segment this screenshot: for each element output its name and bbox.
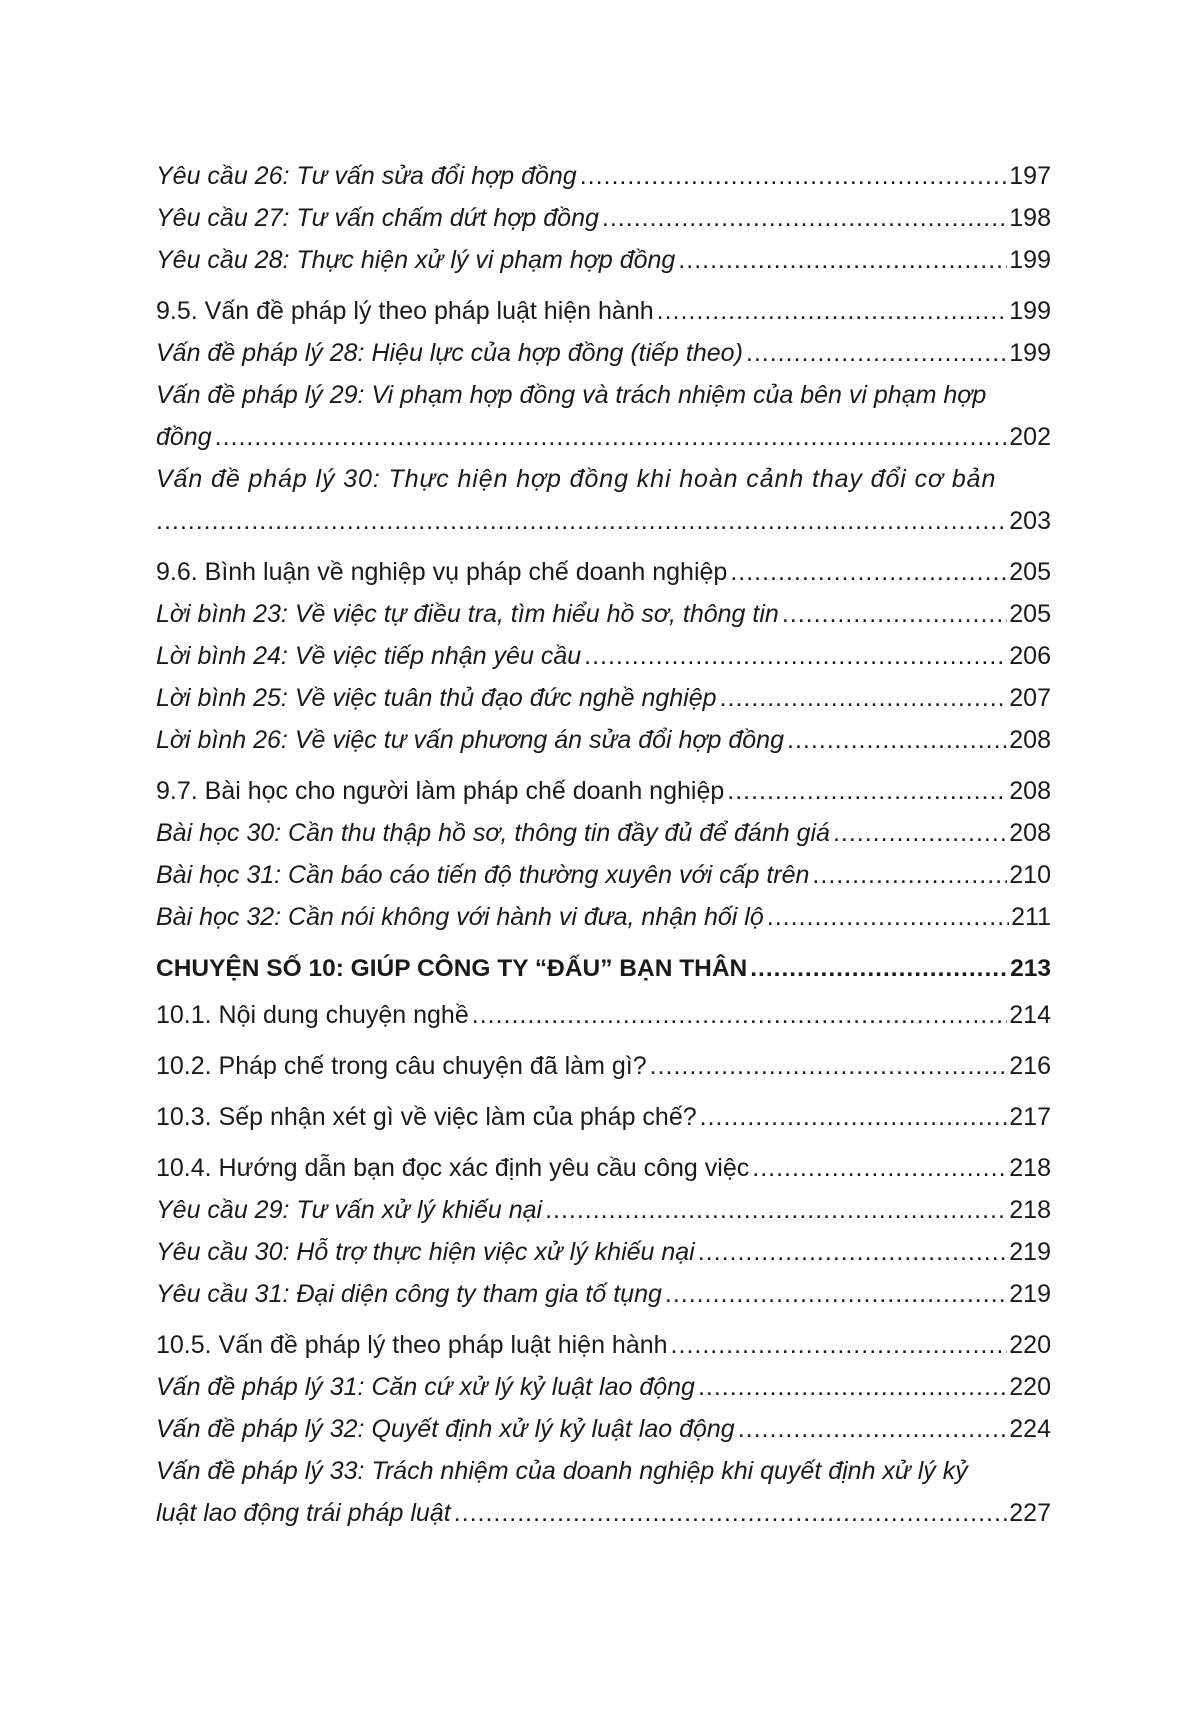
toc-entry-label: 10.5. Vấn đề pháp lý theo pháp luật hiện hành bbox=[156, 1331, 668, 1359]
toc-entry-label: Yêu cầu 28: Thực hiện xử lý vi phạm hợp đồng bbox=[156, 246, 676, 274]
toc-page-number: 197 bbox=[1009, 162, 1051, 190]
dot-leader bbox=[472, 994, 1008, 1036]
toc-entry-van-de-29[interactable] bbox=[156, 374, 1051, 458]
toc-entry-label: Lời bình 23: Về việc tự điều tra, tìm hiểu hồ sơ, thông tin bbox=[156, 600, 779, 628]
toc-entry-loi-binh-24[interactable] bbox=[156, 635, 1051, 677]
toc-entry-label: 9.7. Bài học cho người làm pháp chế doanh nghiệp bbox=[156, 777, 725, 805]
toc-entry-label: Yêu cầu 26: Tư vấn sửa đổi hợp đồng bbox=[156, 162, 577, 190]
dot-leader bbox=[812, 854, 1007, 896]
toc-page-number: 213 bbox=[1010, 955, 1051, 982]
toc-entry-label: Lời bình 26: Về việc tư vấn phương án sửa đổi hợp đồng bbox=[156, 726, 784, 754]
toc-page-number: 218 bbox=[1009, 1154, 1051, 1182]
toc-entry-van-de-30[interactable] bbox=[156, 458, 1051, 542]
toc-section-10-5[interactable] bbox=[156, 1324, 1051, 1366]
toc-entry-bai-hoc-30[interactable] bbox=[156, 812, 1051, 854]
dot-leader bbox=[545, 1189, 1007, 1231]
toc-entry-label: luật lao động trái pháp luật bbox=[156, 1499, 451, 1527]
dot-leader bbox=[700, 1096, 1008, 1138]
toc-page-number: 206 bbox=[1009, 642, 1051, 670]
dot-leader bbox=[782, 593, 1007, 635]
toc-chapter-label: CHUYỆN SỐ 10: GIÚP CÔNG TY “ĐẤU” BẠN THÂN bbox=[156, 955, 748, 982]
toc-page-number: 205 bbox=[1009, 600, 1051, 628]
toc-entry-label: Vấn đề pháp lý 31: Căn cứ xử lý kỷ luật lao động bbox=[156, 1373, 695, 1401]
toc-page-number: 220 bbox=[1009, 1331, 1051, 1359]
toc-entry-label: 10.1. Nội dung chuyện nghề bbox=[156, 1001, 469, 1029]
toc-page-number: 199 bbox=[1009, 246, 1051, 274]
dot-leader bbox=[657, 290, 1008, 332]
toc-entry-loi-binh-25[interactable] bbox=[156, 677, 1051, 719]
toc-section-10-2[interactable] bbox=[156, 1045, 1051, 1087]
dot-leader bbox=[698, 1366, 1007, 1408]
dot-leader bbox=[698, 1231, 1008, 1273]
toc-entry-label: Vấn đề pháp lý 32: Quyết định xử lý kỷ luật lao động bbox=[156, 1415, 735, 1443]
toc-entry-label: Bài học 30: Cần thu thập hồ sơ, thông tin đầy đủ để đánh giá bbox=[156, 819, 830, 847]
dot-leader bbox=[215, 416, 1008, 458]
dot-leader bbox=[767, 896, 1009, 938]
toc-entry-label: 9.5. Vấn đề pháp lý theo pháp luật hiện hành bbox=[156, 297, 654, 325]
toc-entry-label: Bài học 31: Cần báo cáo tiến độ thường xuyên với cấp trên bbox=[156, 861, 810, 889]
toc-entry-van-de-28[interactable] bbox=[156, 332, 1051, 374]
toc-entry-label: đồng bbox=[156, 423, 212, 451]
toc-page-number: 208 bbox=[1009, 726, 1051, 754]
toc-entry-van-de-31[interactable] bbox=[156, 1366, 1051, 1408]
toc-section-10-1[interactable] bbox=[156, 994, 1051, 1036]
toc-page-number: 199 bbox=[1009, 339, 1051, 367]
toc-section-10-4[interactable] bbox=[156, 1147, 1051, 1189]
toc-page-number: 227 bbox=[1009, 1499, 1051, 1527]
dot-leader bbox=[454, 1492, 1008, 1534]
toc-entry-loi-binh-26[interactable] bbox=[156, 719, 1051, 761]
toc-entry-label-line1: Vấn đề pháp lý 29: Vi phạm hợp đồng và trách nhiệm của bên vi phạm hợp bbox=[156, 381, 987, 409]
toc-page-number: 211 bbox=[1011, 903, 1051, 931]
toc-page-number: 198 bbox=[1009, 204, 1051, 232]
toc-page-number: 220 bbox=[1009, 1373, 1051, 1401]
toc-page-number: 208 bbox=[1009, 819, 1051, 847]
dot-leader bbox=[665, 1273, 1007, 1315]
dot-leader bbox=[787, 719, 1007, 761]
toc-entry-label-line1: Vấn đề pháp lý 33: Trách nhiệm của doanh nghiệp khi quyết định xử lý kỷ bbox=[156, 1457, 968, 1485]
toc-entry-label: Bài học 32: Cần nói không với hành vi đưa, nhận hối lộ bbox=[156, 903, 764, 931]
toc-section-9-7[interactable] bbox=[156, 770, 1051, 812]
table-of-contents bbox=[156, 155, 1051, 1534]
toc-page-number: 219 bbox=[1009, 1280, 1051, 1308]
toc-section-9-5[interactable] bbox=[156, 290, 1051, 332]
toc-entry-label: Yêu cầu 30: Hỗ trợ thực hiện việc xử lý khiếu nại bbox=[156, 1238, 695, 1266]
toc-entry-label-line1: Vấn đề pháp lý 30: Thực hiện hợp đồng khi hoàn cảnh thay đổi cơ bản bbox=[156, 465, 997, 493]
toc-entry-bai-hoc-32[interactable] bbox=[156, 896, 1051, 938]
toc-page-number: 219 bbox=[1009, 1238, 1051, 1266]
toc-page-number: 218 bbox=[1009, 1196, 1051, 1224]
toc-entry-yeu-cau-31[interactable] bbox=[156, 1273, 1051, 1315]
dot-leader bbox=[678, 239, 1007, 281]
toc-entry-label: Lời bình 24: Về việc tiếp nhận yêu cầu bbox=[156, 642, 582, 670]
dot-leader bbox=[750, 948, 1008, 990]
dot-leader bbox=[727, 770, 1007, 812]
dot-leader bbox=[752, 1147, 1007, 1189]
toc-page-number: 207 bbox=[1009, 684, 1051, 712]
toc-entry-label: Yêu cầu 29: Tư vấn xử lý khiếu nại bbox=[156, 1196, 543, 1224]
toc-page-number: 202 bbox=[1009, 423, 1051, 451]
dot-leader bbox=[671, 1324, 1008, 1366]
toc-entry-yeu-cau-28[interactable] bbox=[156, 239, 1051, 281]
toc-entry-van-de-32[interactable] bbox=[156, 1408, 1051, 1450]
toc-entry-yeu-cau-26[interactable] bbox=[156, 155, 1051, 197]
toc-entry-bai-hoc-31[interactable] bbox=[156, 854, 1051, 896]
dot-leader bbox=[602, 197, 1007, 239]
dot-leader bbox=[730, 551, 1007, 593]
toc-page-number: 199 bbox=[1009, 297, 1051, 325]
toc-page-number: 208 bbox=[1009, 777, 1051, 805]
toc-section-9-6[interactable] bbox=[156, 551, 1051, 593]
toc-entry-label: 10.3. Sếp nhận xét gì về việc làm của pháp chế? bbox=[156, 1103, 697, 1131]
toc-page-number: 214 bbox=[1009, 1001, 1051, 1029]
dot-leader bbox=[580, 155, 1008, 197]
toc-entry-yeu-cau-29[interactable] bbox=[156, 1189, 1051, 1231]
dot-leader bbox=[738, 1408, 1008, 1450]
toc-entry-van-de-33[interactable] bbox=[156, 1450, 1051, 1534]
toc-entry-label: 10.4. Hướng dẫn bạn đọc xác định yêu cầu công việc bbox=[156, 1154, 750, 1182]
toc-entry-yeu-cau-30[interactable] bbox=[156, 1231, 1051, 1273]
toc-chapter-10[interactable] bbox=[156, 948, 1051, 990]
toc-entry-label: 10.2. Pháp chế trong câu chuyện đã làm gì? bbox=[156, 1052, 647, 1080]
dot-leader bbox=[833, 812, 1007, 854]
toc-entry-yeu-cau-27[interactable] bbox=[156, 197, 1051, 239]
dot-leader bbox=[746, 332, 1007, 374]
dot-leader bbox=[584, 635, 1007, 677]
toc-entry-label: Vấn đề pháp lý 28: Hiệu lực của hợp đồng (tiếp theo) bbox=[156, 339, 743, 367]
toc-entry-label: 9.6. Bình luận về nghiệp vụ pháp chế doanh nghiệp bbox=[156, 558, 728, 586]
toc-page-number: 216 bbox=[1009, 1052, 1051, 1080]
toc-section-10-3[interactable] bbox=[156, 1096, 1051, 1138]
toc-page-number: 210 bbox=[1009, 861, 1051, 889]
dot-leader bbox=[720, 677, 1008, 719]
dot-leader bbox=[156, 500, 1007, 542]
toc-page-number: 205 bbox=[1009, 558, 1051, 586]
toc-page-number: 203 bbox=[1009, 507, 1051, 535]
toc-page-number: 217 bbox=[1009, 1103, 1051, 1131]
toc-entry-label: Yêu cầu 27: Tư vấn chấm dứt hợp đồng bbox=[156, 204, 599, 232]
dot-leader bbox=[650, 1045, 1008, 1087]
toc-entry-label: Yêu cầu 31: Đại diện công ty tham gia tố tụng bbox=[156, 1280, 662, 1308]
toc-entry-label: Lời bình 25: Về việc tuân thủ đạo đức nghề nghiệp bbox=[156, 684, 717, 712]
toc-page-number: 224 bbox=[1009, 1415, 1051, 1443]
toc-entry-loi-binh-23[interactable] bbox=[156, 593, 1051, 635]
